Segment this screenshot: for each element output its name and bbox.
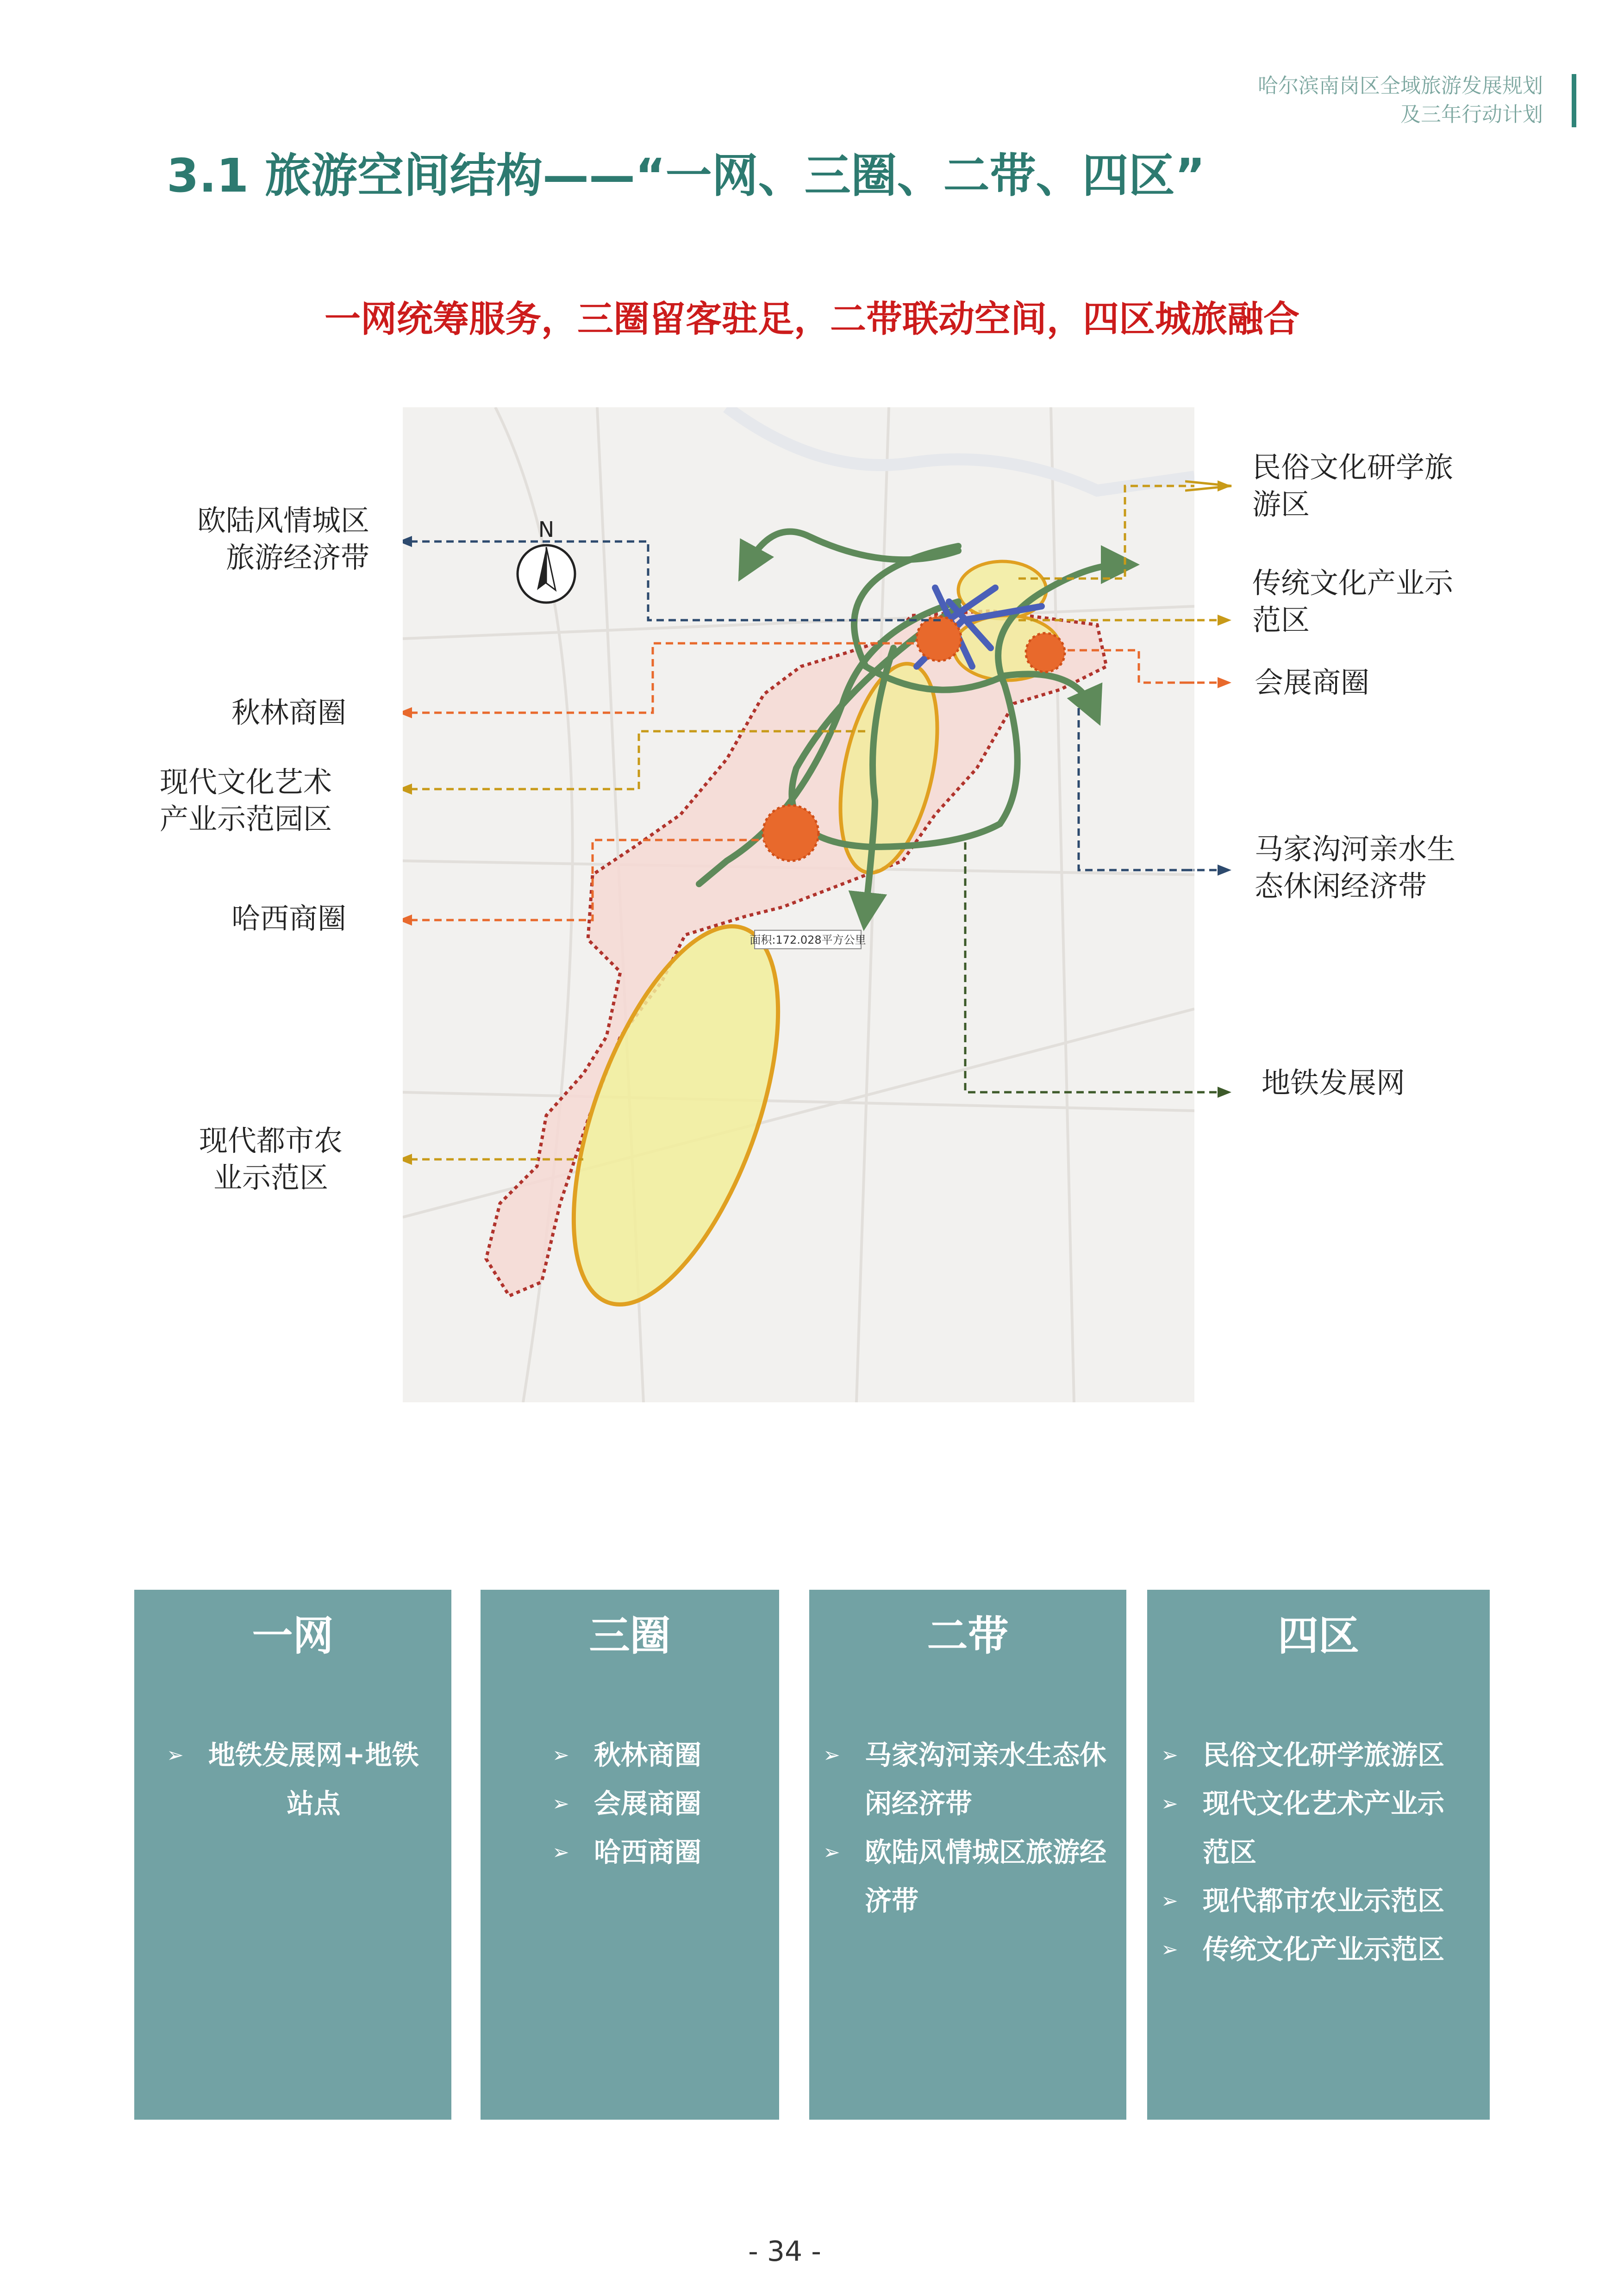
label-exhibition: 会展商圈 (1255, 666, 1370, 699)
slogan: 一网统筹服务，三圈留客驻足，二带联动空间，四区城旅融合 (324, 299, 1299, 340)
label-folk-culture: 民俗文化研学旅 游区 (1252, 450, 1454, 521)
north-label: N (538, 517, 555, 542)
panel-list (809, 1731, 1126, 1925)
list-item: ➢ 现代文化艺术产业示 (1161, 1780, 1480, 1828)
label-metro: 地铁发展网 (1262, 1066, 1405, 1100)
panel-list (481, 1731, 779, 1877)
label-haxi: 哈西商圈 (231, 902, 346, 935)
tourism-structure-map (403, 407, 1194, 1402)
list-item: 站点 (287, 1788, 341, 1819)
label-urban-agriculture: 现代都市农 业示范区 (199, 1124, 343, 1195)
label-european-belt: 欧陆风情城区 旅游经济带 (197, 504, 369, 574)
label-traditional-culture: 传统文化产业示 范区 (1252, 566, 1454, 637)
list-item: 范区 (1203, 1836, 1257, 1868)
list-item: ➢ 秋林商圈 (552, 1731, 761, 1780)
label-modern-art: 现代文化艺术 产业示范园区 (160, 765, 332, 836)
area-label: 面积:172.028平方公里 (750, 933, 866, 946)
header-accent-bar (1572, 74, 1576, 127)
panel-four-zones (1147, 1590, 1490, 2120)
list-item: 闲经济带 (865, 1788, 973, 1819)
right-arrowheads (1185, 407, 1241, 1402)
list-item: ➢ 现代都市农业示范区 (1161, 1877, 1480, 1925)
header-title-line2: 及三年行动计划 (1400, 103, 1543, 126)
list-item: ➢ 马家沟河亲水生态休 (823, 1731, 1117, 1780)
list-item: 济带 (865, 1885, 919, 1916)
list-item: ➢ 传统文化产业示范区 (1161, 1925, 1480, 1974)
panel-one-network (134, 1590, 451, 2120)
list-item: ➢ 哈西商圈 (552, 1828, 761, 1877)
page-number: - 34 - (748, 2235, 821, 2268)
panel-title: 一网 (252, 1612, 334, 1660)
list-item: ➢ 地铁发展网+地铁 (167, 1731, 433, 1780)
label-qiulin: 秋林商圈 (231, 696, 346, 729)
list-item: ➢ 欧陆风情城区旅游经 (823, 1828, 1117, 1877)
panel-two-belts (809, 1590, 1126, 2120)
panel-title: 三圈 (589, 1612, 671, 1660)
circle-haxi (763, 805, 818, 861)
panel-title: 四区 (1277, 1612, 1359, 1660)
map-svg (403, 407, 1194, 1402)
panel-three-circles (481, 1590, 779, 2120)
header-title-line1: 哈尔滨南岗区全域旅游发展规划 (1258, 74, 1543, 98)
list-item: ➢ 民俗文化研学旅游区 (1161, 1731, 1480, 1780)
panel-list (134, 1731, 451, 1828)
section-title: 3.1 旅游空间结构——“一网、三圈、二带、四区” (167, 149, 1206, 203)
label-majiagou: 马家沟河亲水生 态休闲经济带 (1255, 832, 1456, 903)
circle-qiulin (917, 616, 961, 661)
list-item: ➢ 会展商圈 (552, 1780, 761, 1828)
panel-list (1147, 1731, 1490, 1974)
panel-title: 二带 (927, 1612, 1009, 1660)
circle-exhibition (1026, 633, 1065, 672)
